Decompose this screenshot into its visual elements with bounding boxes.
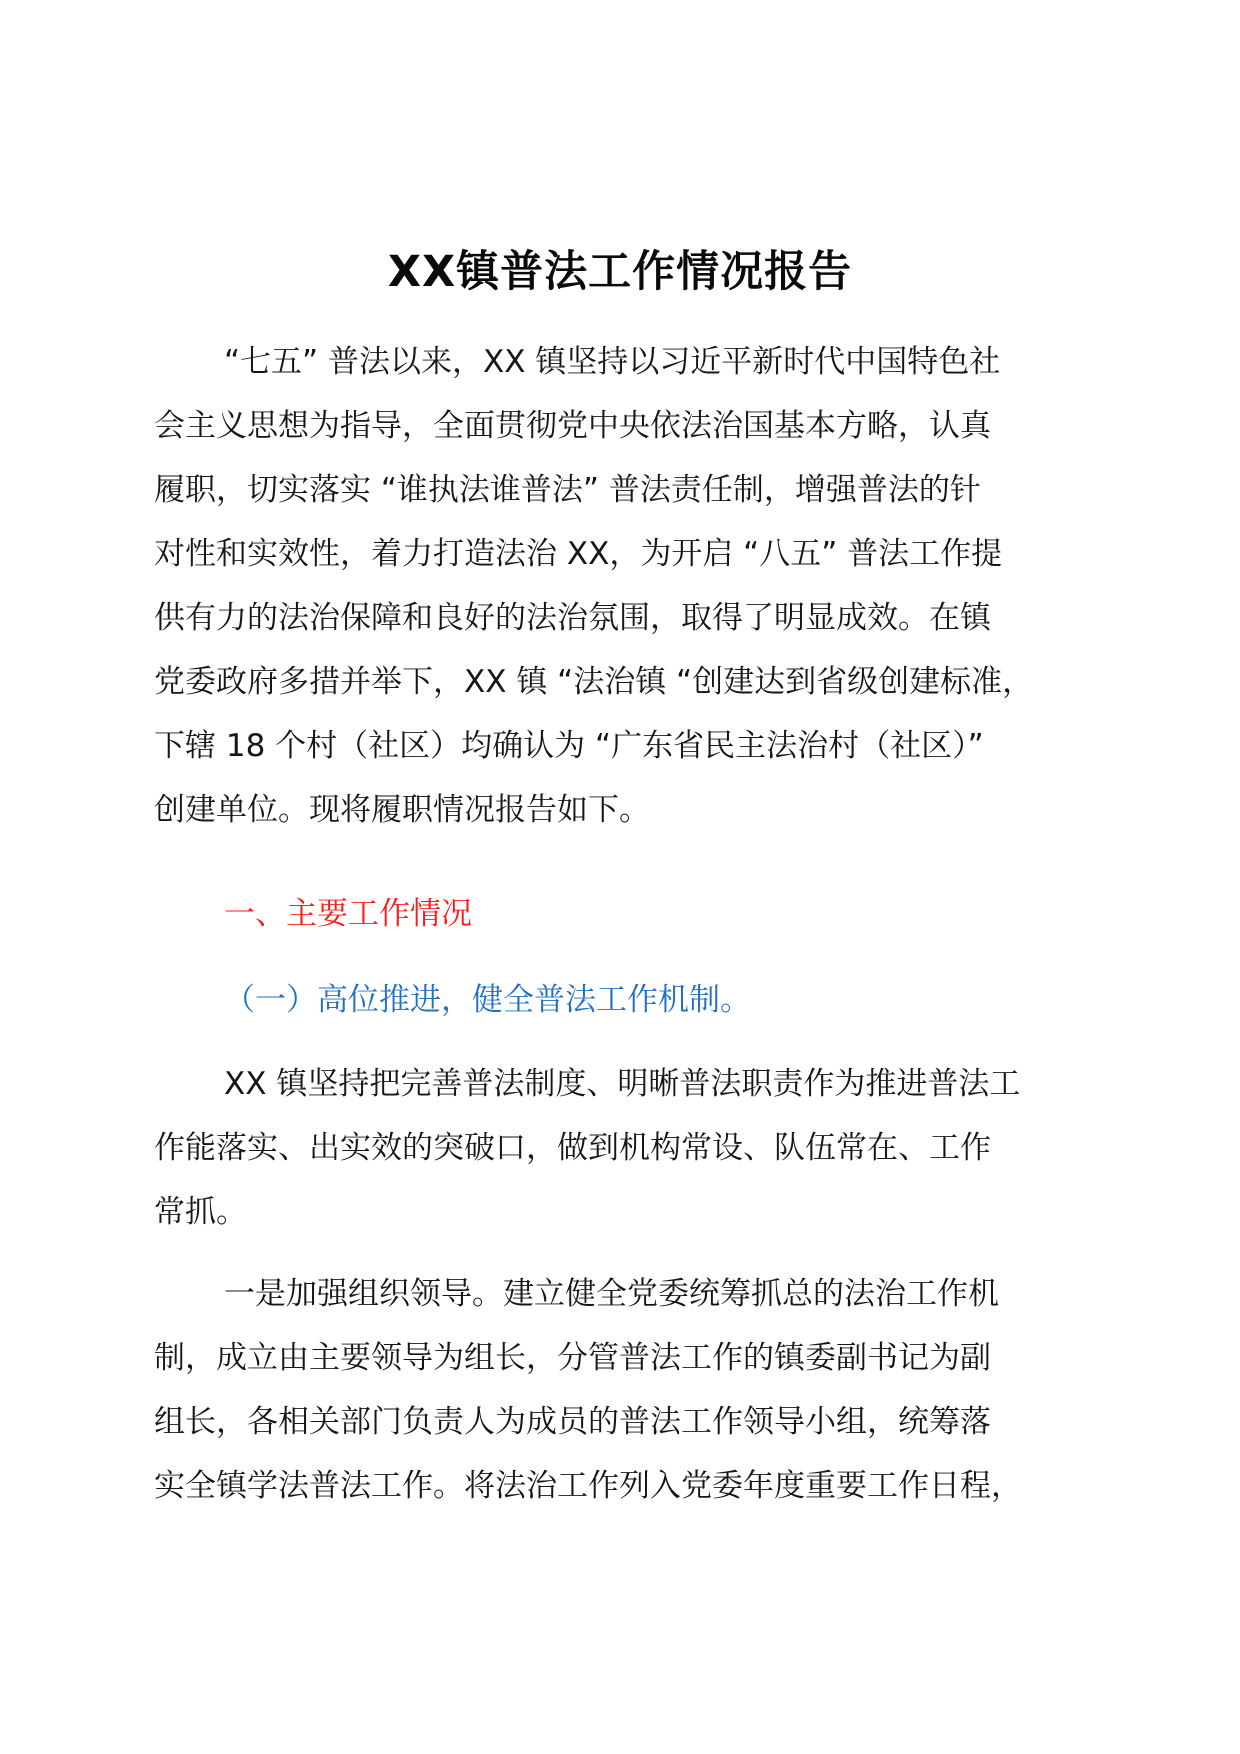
paragraph-line: 常抓。 (154, 1194, 247, 1230)
paragraph-line: “七五” 普法以来，XX 镇坚持以习近平新时代中国特色社 (224, 344, 1001, 380)
paragraph-line: 履职，切实落实 “谁执法谁普法” 普法责任制，增强普法的针 (154, 472, 981, 508)
subsection-heading: （一）高位推进，健全普法工作机制。 (224, 982, 751, 1018)
paragraph-line: 会主义思想为指导，全面贯彻党中央依法治国基本方略，认真 (154, 408, 991, 444)
paragraph-line: 制，成立由主要领导为组长，分管普法工作的镇委副书记为副 (154, 1340, 991, 1376)
paragraph-line: 供有力的法治保障和良好的法治氛围，取得了明显成效。在镇 (154, 600, 991, 636)
intro-paragraph (154, 330, 1104, 842)
paragraph-mechanism (154, 1052, 1104, 1244)
paragraph-line: 一是加强组织领导。建立健全党委统筹抓总的法治工作机 (224, 1276, 999, 1312)
paragraph-line: XX 镇坚持把完善普法制度、明晰普法职责作为推进普法工 (224, 1066, 1021, 1102)
document-title: XX镇普法工作情况报告 (387, 247, 853, 297)
paragraph-line: 对性和实效性，着力打造法治 XX，为开启 “八五” 普法工作提 (154, 536, 1003, 572)
paragraph-line: 创建单位。现将履职情况报告如下。 (154, 792, 650, 828)
paragraph-line: 党委政府多措并举下，XX 镇 “法治镇 “创建达到省级创建标准， (154, 664, 1034, 700)
paragraph-line: 组长，各相关部门负责人为成员的普法工作领导小组，统筹落 (154, 1404, 991, 1440)
section-heading: 一、主要工作情况 (224, 896, 472, 932)
paragraph-line: 下辖 18 个村（社区）均确认为 “广东省民主法治村（社区）” (154, 728, 984, 764)
paragraph-line: 实全镇学法普法工作。将法治工作列入党委年度重要工作日程， (154, 1468, 1022, 1504)
paragraph-line: 作能落实、出实效的突破口，做到机构常设、队伍常在、工作 (154, 1130, 991, 1166)
paragraph-leadership (154, 1262, 1104, 1518)
